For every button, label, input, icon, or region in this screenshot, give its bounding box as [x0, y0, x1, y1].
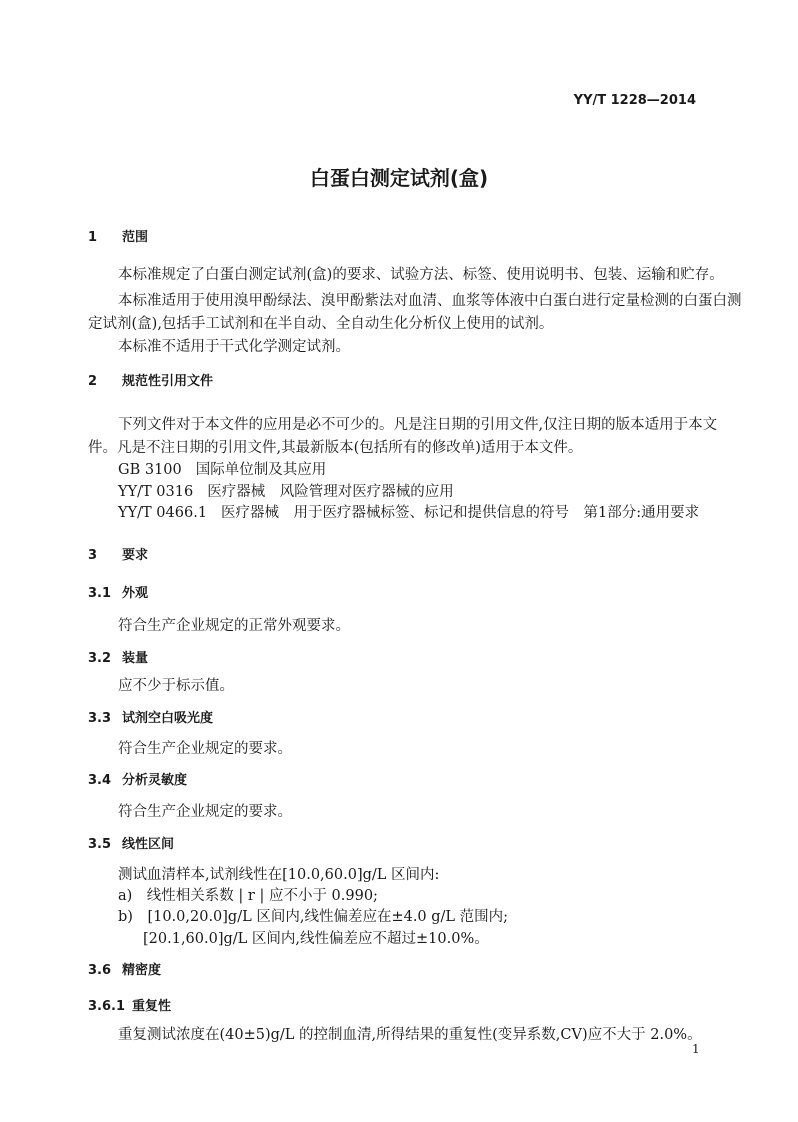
section-3-heading — [88, 547, 148, 565]
section-number: 3.6.1 — [88, 999, 126, 1014]
section-number: 3.1 — [88, 586, 112, 601]
reference-code: YY/T 0466.1 — [118, 505, 208, 521]
reference-item — [118, 504, 699, 522]
section-title: 装量 — [122, 651, 149, 666]
section-1-heading — [88, 229, 148, 247]
section-title: 规范性引用文件 — [122, 374, 214, 389]
reference-title: 医疗器械 用于医疗器械标签、标记和提供信息的符号 第1部分:通用要求 — [221, 505, 700, 521]
paragraph: 本标准规定了白蛋白测定试剂(盒)的要求、试验方法、标签、使用说明书、包装、运输和贮存。 — [118, 267, 724, 283]
paragraph: 件。凡是不注日期的引用文件,其最新版本(包括所有的修改单)适用于本文件。 — [88, 440, 583, 456]
paragraph: 测试血清样本,试剂线性在[10.0,60.0]g/L 区间内: — [118, 867, 440, 883]
reference-title: 国际单位制及其应用 — [195, 462, 327, 478]
section-title: 精密度 — [122, 963, 162, 978]
section-3-1-heading — [88, 585, 148, 603]
section-3-3-heading — [88, 710, 213, 728]
paragraph: 应不少于标示值。 — [118, 678, 234, 694]
section-number: 3.5 — [88, 837, 112, 852]
list-item-a: a) 线性相关系数 | r | 应不小于 0.990; — [118, 888, 378, 904]
section-title: 线性区间 — [122, 837, 175, 852]
section-3-6-1-heading — [88, 998, 171, 1016]
section-number: 3 — [88, 548, 98, 563]
reference-code: GB 3100 — [118, 462, 182, 478]
section-3-5-heading — [88, 836, 174, 854]
page-title: 白蛋白测定试剂(盒) — [309, 166, 489, 190]
section-3-4-heading — [88, 772, 187, 790]
reference-item — [118, 461, 326, 479]
section-title: 试剂空白吸光度 — [122, 711, 214, 726]
reference-item — [118, 483, 454, 501]
section-3-2-heading — [88, 650, 148, 668]
section-2-heading — [88, 373, 213, 391]
section-number: 2 — [88, 374, 98, 389]
list-item-b: b) [10.0,20.0]g/L 区间内,线性偏差应在±4.0 g/L 范围内; — [118, 909, 509, 925]
section-number: 1 — [88, 230, 98, 245]
section-title: 外观 — [122, 586, 149, 601]
list-item-b-continued: [20.1,60.0]g/L 区间内,线性偏差应不超过±10.0%。 — [143, 931, 489, 947]
section-number: 3.6 — [88, 963, 112, 978]
paragraph: 符合生产企业规定的要求。 — [118, 741, 292, 757]
paragraph: 本标准适用于使用溴甲酚绿法、溴甲酚紫法对血清、血浆等体液中白蛋白进行定量检测的白蛋白测 — [118, 293, 742, 309]
section-3-6-heading — [88, 962, 161, 980]
reference-title: 医疗器械 风险管理对医疗器械的应用 — [207, 484, 454, 500]
standard-code: YY/T 1228—2014 — [573, 93, 696, 108]
paragraph: 定试剂(盒),包括手工试剂和在半自动、全自动生化分析仪上使用的试剂。 — [88, 316, 554, 332]
paragraph: 下列文件对于本文件的应用是必不可少的。凡是注日期的引用文件,仅注日期的版本适用于本文 — [118, 417, 718, 433]
section-number: 3.2 — [88, 651, 112, 666]
paragraph: 符合生产企业规定的要求。 — [118, 804, 292, 820]
paragraph: 本标准不适用于干式化学测定试剂。 — [118, 339, 350, 355]
section-title: 范围 — [122, 230, 149, 245]
page-number: 1 — [692, 1042, 700, 1056]
reference-code: YY/T 0316 — [118, 484, 194, 500]
section-title: 重复性 — [132, 999, 172, 1014]
section-title: 分析灵敏度 — [122, 773, 188, 788]
section-number: 3.3 — [88, 711, 112, 726]
section-number: 3.4 — [88, 773, 112, 788]
section-title: 要求 — [122, 548, 149, 563]
paragraph: 重复测试浓度在(40±5)g/L 的控制血清,所得结果的重复性(变异系数,CV)应不大于 2.0%。 — [118, 1027, 702, 1043]
paragraph: 符合生产企业规定的正常外观要求。 — [118, 618, 350, 634]
